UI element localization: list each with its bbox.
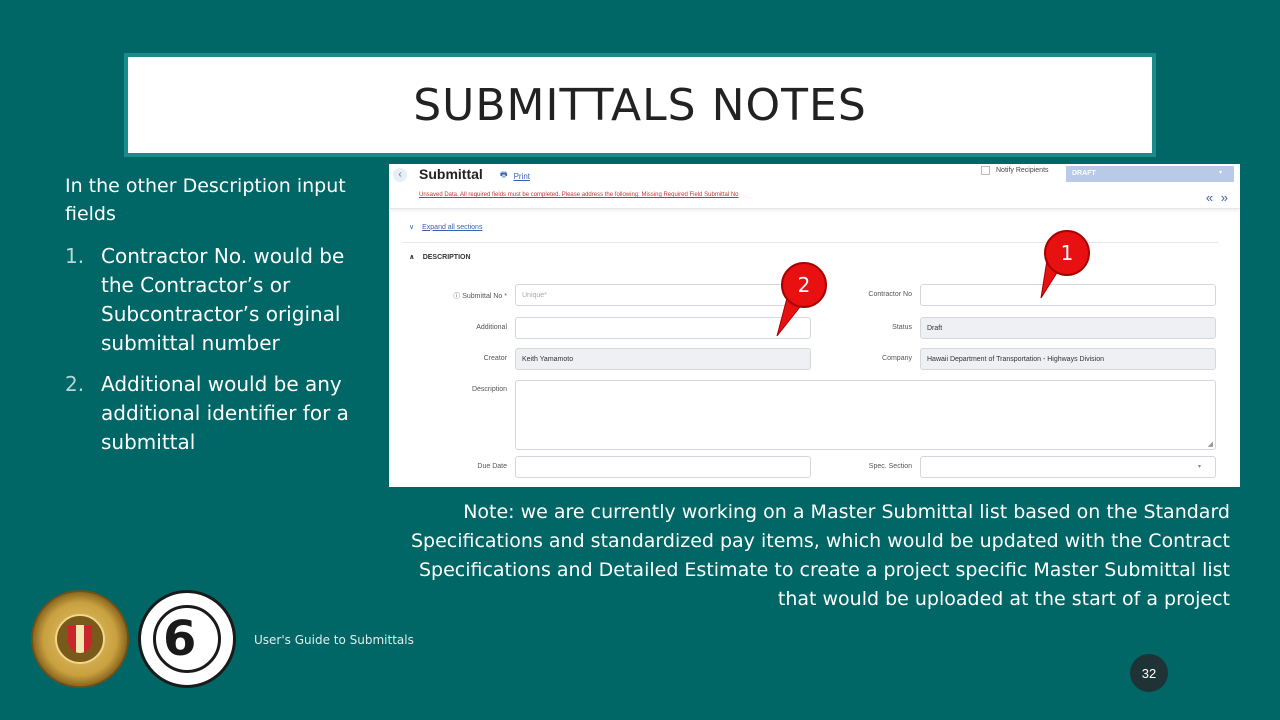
notify-recipients[interactable] bbox=[981, 166, 1049, 175]
left-text-block bbox=[65, 172, 365, 469]
creator-label: Creator bbox=[483, 355, 507, 362]
print-icon: 🖶 bbox=[500, 170, 508, 179]
list-item-2 bbox=[65, 370, 365, 457]
callout-1-badge: 1 bbox=[1044, 230, 1090, 276]
hawaii-state-seal-logo bbox=[31, 590, 129, 688]
section-divider bbox=[403, 242, 1218, 243]
description-section-label: DESCRIPTION bbox=[422, 253, 471, 261]
dot-logo bbox=[138, 590, 236, 688]
note-text: Note: we are currently working on a Master Submittal list based on the Standard Specifications and standardized pay items, which would be updated with the Contract Specifications and Detailed Estimate to create a project specific Master Submittal list that would be uploaded at the start of a project bbox=[410, 501, 1230, 610]
list-text: Contractor No. would be the Contractor’s or Subcontractor’s original submittal number bbox=[101, 244, 345, 355]
chevron-down-icon: ▾ bbox=[1197, 464, 1201, 470]
status-field: Draft bbox=[920, 317, 1216, 339]
submittal-no-label bbox=[429, 291, 507, 301]
additional-input[interactable] bbox=[515, 317, 811, 339]
company-field: Hawaii Department of Transportation - Highways Division bbox=[920, 348, 1216, 370]
chevron-up-icon: ∧ bbox=[409, 254, 415, 261]
chevron-down-icon: ▾ bbox=[1218, 170, 1222, 176]
slide-title-box bbox=[124, 53, 1156, 157]
back-icon[interactable]: ‹ bbox=[393, 168, 407, 182]
description-label: Description bbox=[471, 386, 507, 393]
spec-section-label: Spec. Section bbox=[868, 463, 912, 470]
unsaved-data-warning[interactable]: Unsaved Data. All required fields must be completed. Please address the following: Missing Required Field Submittal No bbox=[419, 192, 739, 198]
collapse-panels-icon[interactable]: « » bbox=[1205, 190, 1230, 205]
slide-title: SUBMITTALS NOTES bbox=[413, 79, 867, 131]
status-dropdown[interactable] bbox=[1066, 166, 1234, 182]
submittal-header bbox=[389, 164, 1240, 209]
notify-checkbox[interactable] bbox=[981, 166, 990, 175]
notify-label: Notify Recipients bbox=[996, 167, 1049, 174]
print-button[interactable] bbox=[500, 169, 530, 183]
list-text: Additional would be any additional identifier for a submittal bbox=[101, 372, 349, 454]
submittal-no-label-text: ⓘ Submittal No bbox=[453, 293, 503, 300]
list-item-1 bbox=[65, 242, 365, 358]
chevron-down-icon: ∨ bbox=[409, 224, 415, 231]
print-label: Print bbox=[513, 171, 531, 181]
callout-2-badge: 2 bbox=[781, 262, 827, 308]
submittal-screenshot bbox=[389, 164, 1240, 487]
intro-text: In the other Description input fields bbox=[65, 175, 346, 225]
dot-mark-icon: 6 bbox=[163, 611, 197, 667]
status-dropdown-value: DRAFT bbox=[1072, 170, 1096, 177]
contractor-no-label: Contractor No bbox=[868, 291, 912, 298]
expand-all-label: Expand all sections bbox=[422, 223, 483, 231]
required-marker: * bbox=[504, 293, 507, 300]
seal-center bbox=[55, 614, 105, 664]
due-date-label: Due Date bbox=[477, 463, 507, 470]
page-number: 32 bbox=[1130, 654, 1168, 692]
spec-section-dropdown[interactable] bbox=[920, 456, 1216, 478]
shield-icon bbox=[68, 625, 92, 653]
creator-field: Keith Yamamoto bbox=[515, 348, 811, 370]
additional-label: Additional bbox=[476, 324, 507, 331]
status-label: Status bbox=[892, 324, 912, 331]
expand-all-sections[interactable] bbox=[409, 223, 482, 231]
submittal-no-input[interactable]: Unique* bbox=[515, 284, 811, 306]
description-section-header[interactable] bbox=[409, 253, 471, 261]
company-label: Company bbox=[882, 355, 912, 362]
submittal-title: Submittal bbox=[419, 166, 483, 182]
resize-handle-icon[interactable]: ◢ bbox=[1207, 441, 1213, 448]
list-number: 2. bbox=[65, 372, 85, 396]
list-number: 1. bbox=[65, 244, 85, 268]
due-date-input[interactable] bbox=[515, 456, 811, 478]
description-textarea[interactable] bbox=[515, 380, 1216, 450]
footer-text: User's Guide to Submittals bbox=[254, 633, 414, 647]
